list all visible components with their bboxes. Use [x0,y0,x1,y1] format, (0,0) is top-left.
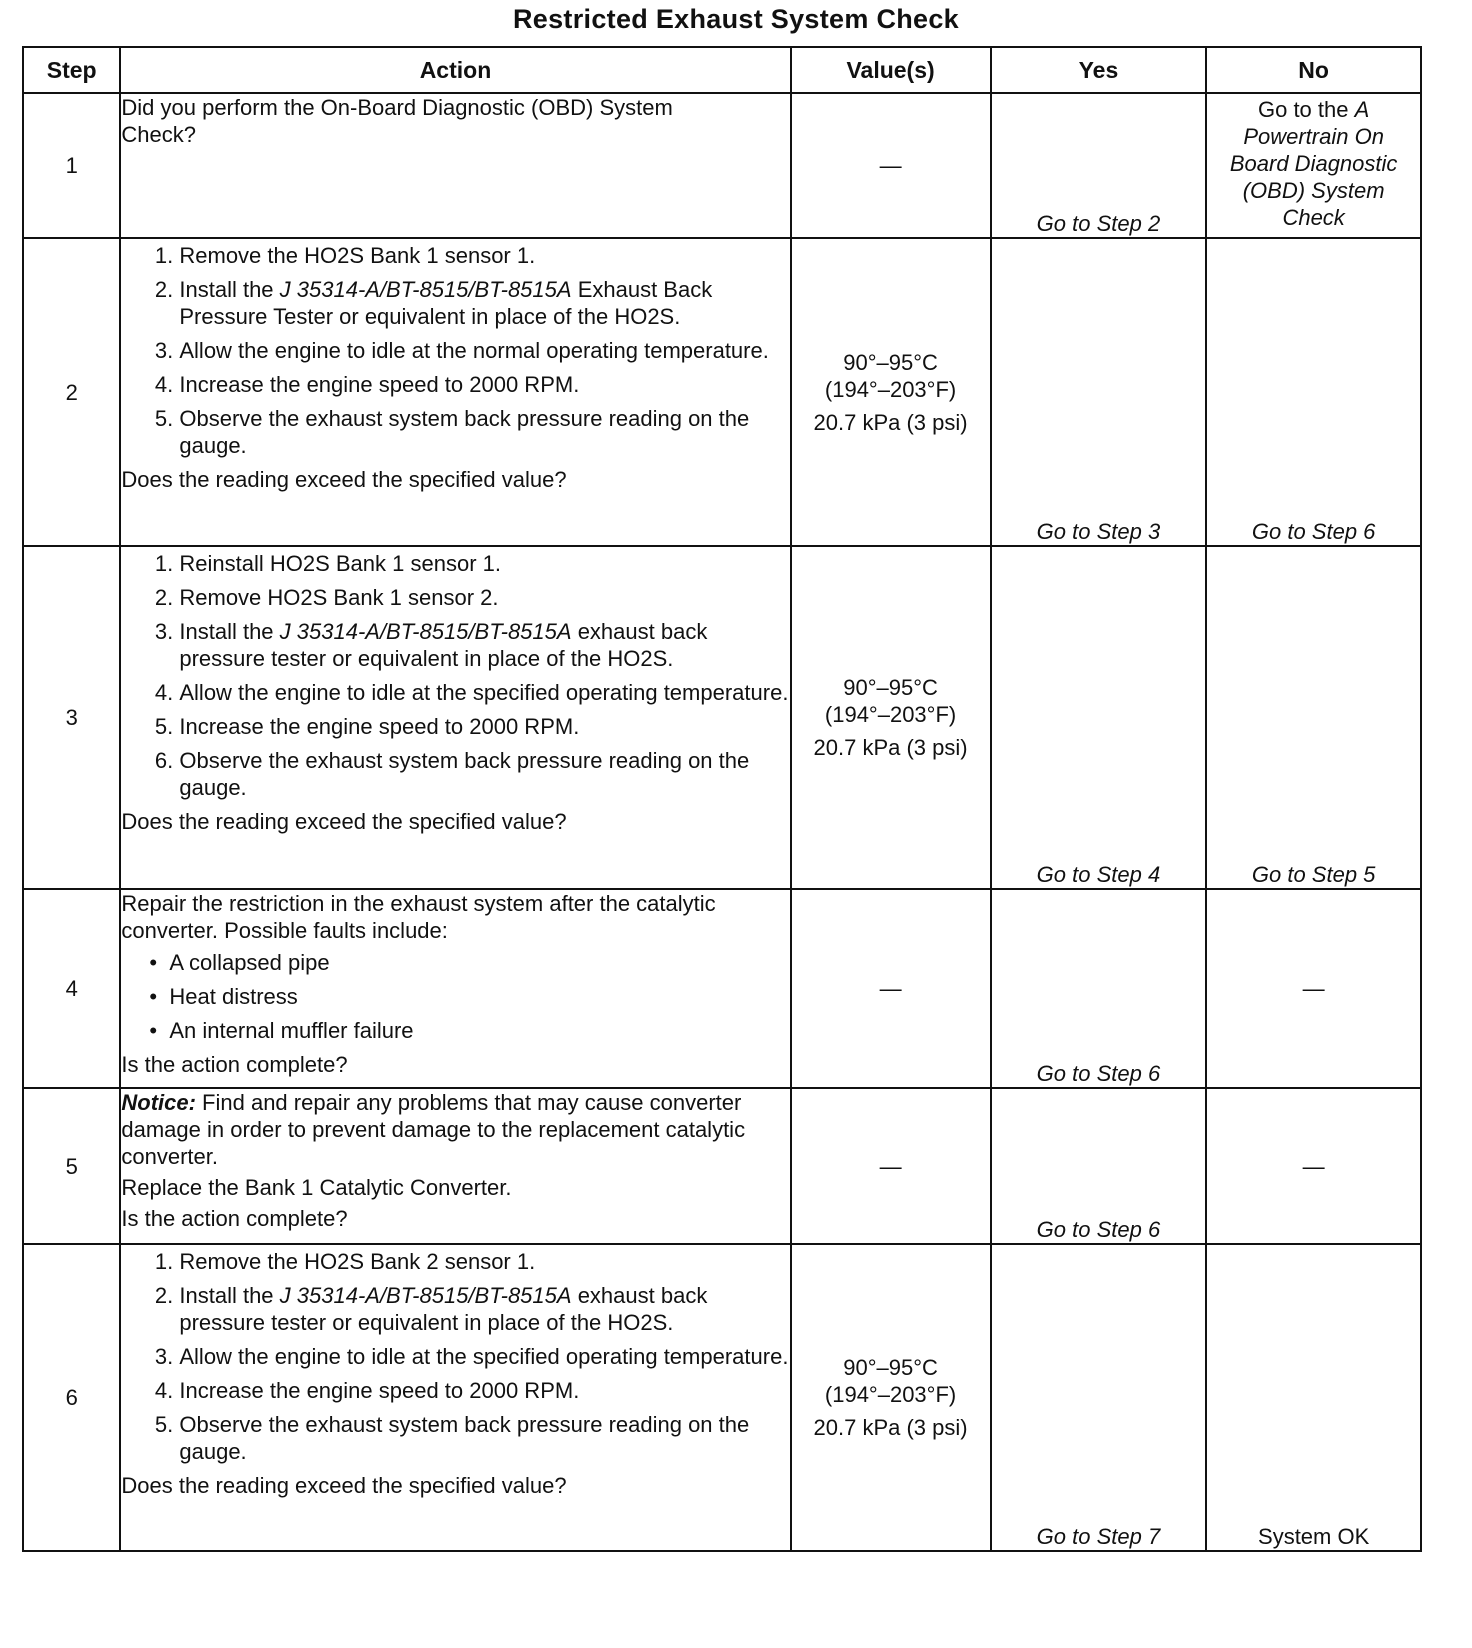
action-cell [120,1088,790,1244]
yes-cell: Go to Step 6 [991,889,1207,1088]
procedure-list [121,242,789,459]
header-yes: Yes [991,47,1207,93]
yes-cell: Go to Step 2 [991,93,1207,238]
procedure-item [179,1282,789,1336]
temperature-fahrenheit: (194°–203°F) [824,376,957,402]
action-question: Does the reading exceed the specified value? [121,467,567,492]
action-instruction: Replace the Bank 1 Catalytic Converter. [121,1175,512,1200]
no-cell: — [1206,1088,1421,1244]
table-row [23,546,1421,889]
fault-item: • Heat distress [169,983,789,1010]
header-value: Value(s) [791,47,991,93]
no-cell: Go to Step 5 [1206,546,1421,889]
temperature-celsius: 90°–95°C [843,675,938,700]
yes-cell: Go to Step 3 [991,238,1207,546]
temperature-fahrenheit: (194°–203°F) [824,1382,957,1407]
procedure-item: 4. Allow the engine to idle at the specified operating temperature. [179,679,789,706]
no-cell [1206,93,1421,238]
action-question: Did you perform the On-Board Diagnostic (OBD) System Check? [121,95,673,147]
action-question: Does the reading exceed the specified value? [121,809,567,834]
tool-part-number: J 35314-A/BT-8515/BT-8515A [279,619,572,644]
fault-item: • A collapsed pipe [169,949,789,976]
action-question: Does the reading exceed the specified value? [121,1473,567,1498]
item-pre: Install the [179,277,280,302]
pressure-value: 20.7 kPa (3 psi) [813,1415,968,1440]
item-post: exhaust back pressure tester or equivalent in place of the HO2S. [179,619,708,671]
procedure-item: 5. Observe the exhaust system back pressure reading on the gauge. [179,405,789,459]
action-cell [120,93,790,238]
step-number: 6 [23,1244,120,1551]
page-title: Restricted Exhaust System Check [513,4,959,34]
procedure-item: 5. Observe the exhaust system back pressure reading on the gauge. [179,1411,789,1465]
header-no: No [1206,47,1421,93]
value-cell [791,238,991,546]
yes-cell: Go to Step 7 [991,1244,1207,1551]
notice-label: Notice: [121,1090,196,1115]
procedure-item: 1. Remove the HO2S Bank 1 sensor 1. [179,242,789,269]
item-post: Exhaust Back Pressure Tester or equivalent in place of the HO2S. [179,277,713,329]
header-row [23,47,1421,93]
header-action: Action [120,47,790,93]
table-row [23,93,1421,238]
procedure-item [179,276,789,330]
pressure-value: 20.7 kPa (3 psi) [813,409,968,435]
procedure-list [121,1248,789,1465]
procedure-item: 2. Remove HO2S Bank 1 sensor 2. [179,584,789,611]
temperature-celsius: 90°–95°C [843,349,938,375]
temperature-fahrenheit: (194°–203°F) [824,702,957,727]
procedure-item: 5. Increase the engine speed to 2000 RPM. [179,713,789,740]
procedure-item: 6. Observe the exhaust system back pressure reading on the gauge. [179,747,789,801]
table-row [23,238,1421,546]
procedure-item: 4. Increase the engine speed to 2000 RPM. [179,1377,789,1404]
temperature-celsius: 90°–95°C [843,1355,938,1380]
step-number: 3 [23,546,120,889]
step-number: 2 [23,238,120,546]
procedure-item: 1. Reinstall HO2S Bank 1 sensor 1. [179,550,789,577]
yes-cell: Go to Step 6 [991,1088,1207,1244]
action-intro: Repair the restriction in the exhaust system after the catalytic converter. Possible faults include: [121,891,716,943]
notice-paragraph [121,1089,789,1170]
tool-part-number: J 35314-A/BT-8515/BT-8515A [279,1283,572,1308]
item-pre: Install the [179,1283,280,1308]
no-link: A Powertrain On Board Diagnostic (OBD) System Check [1229,97,1398,230]
no-cell: Go to Step 6 [1206,238,1421,546]
procedure-list [121,550,789,801]
action-question: Is the action complete? [121,1206,348,1231]
yes-cell: Go to Step 4 [991,546,1207,889]
step-number: 5 [23,1088,120,1244]
no-cell: System OK [1206,1244,1421,1551]
no-prefix: Go to the [1257,97,1355,122]
value-cell: — [791,889,991,1088]
tool-part-number: J 35314-A/BT-8515/BT-8515A [279,277,572,302]
item-post: exhaust back pressure tester or equivalent in place of the HO2S. [179,1283,708,1335]
action-cell [120,546,790,889]
fault-list [121,949,789,1044]
item-pre: Install the [179,619,280,644]
procedure-item: 3. Allow the engine to idle at the specified operating temperature. [179,1343,789,1370]
header-step: Step [23,47,120,93]
table-row [23,1244,1421,1551]
value-cell [791,1244,991,1551]
pressure-value: 20.7 kPa (3 psi) [813,735,968,760]
notice-text: Find and repair any problems that may cause converter damage in order to prevent damage to the replacement catalytic converter. [121,1090,746,1169]
value-cell [791,546,991,889]
table-row [23,889,1421,1088]
diagnostic-table [22,46,1422,1552]
action-cell [120,238,790,546]
procedure-item: 1. Remove the HO2S Bank 2 sensor 1. [179,1248,789,1275]
value-cell: — [791,93,991,238]
value-cell: — [791,1088,991,1244]
step-number: 1 [23,93,120,238]
procedure-item: 3. Allow the engine to idle at the normal operating temperature. [179,337,789,364]
no-cell: — [1206,889,1421,1088]
step-number: 4 [23,889,120,1088]
table-row [23,1088,1421,1244]
action-cell [120,1244,790,1551]
procedure-item [179,618,789,672]
action-cell [120,889,790,1088]
procedure-item: 4. Increase the engine speed to 2000 RPM. [179,371,789,398]
fault-item: • An internal muffler failure [169,1017,789,1044]
action-question: Is the action complete? [121,1052,348,1077]
